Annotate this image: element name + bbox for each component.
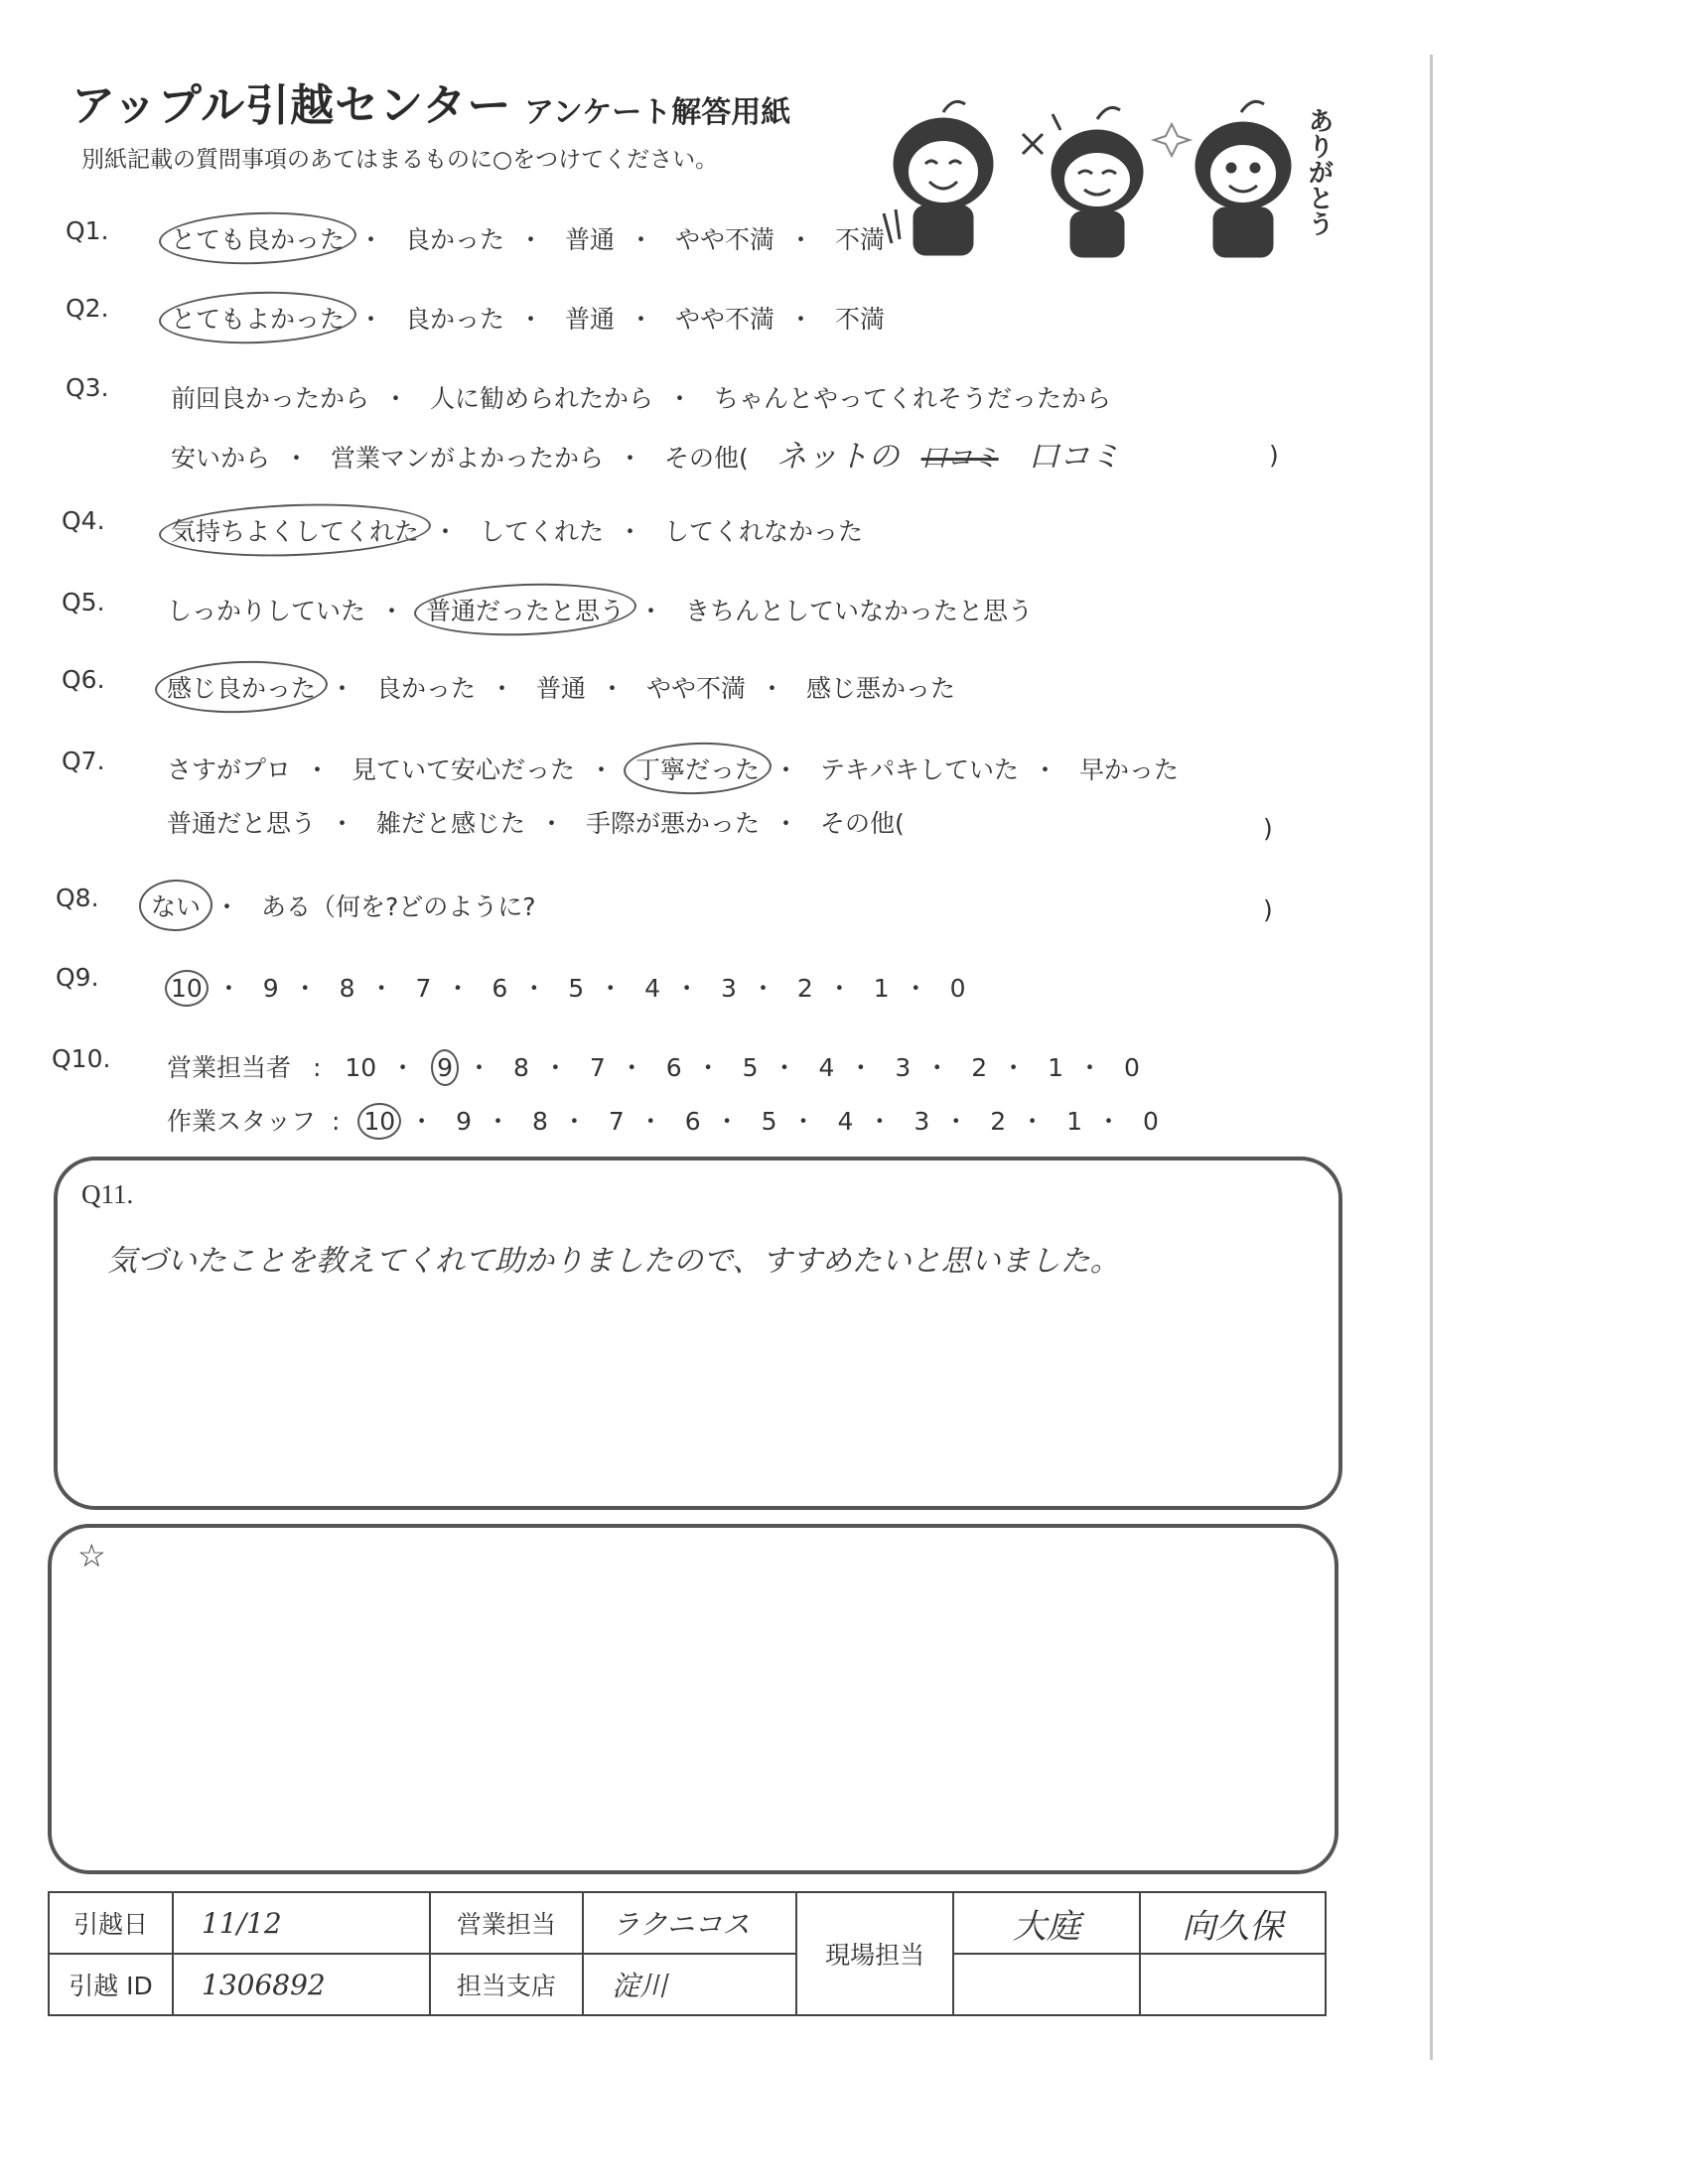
q10-sales-score[interactable]: 8 (513, 1053, 529, 1082)
q5-option-selected[interactable]: 普通だったと思う (426, 592, 625, 627)
move-id-value: 1306892 (173, 1954, 430, 2015)
sales-value: ラクニコス (583, 1892, 796, 1954)
q11-answer-text: 気づいたことを教えてくれて助かりましたので、すすめたいと思いました。 (107, 1244, 1120, 1279)
q6-option[interactable]: 良かった (375, 674, 476, 703)
q9-score[interactable]: 2 (796, 974, 813, 1003)
q2-option[interactable]: 普通 (564, 305, 615, 334)
q3-label: Q3. (66, 373, 109, 402)
q3-option[interactable]: ちゃんとやってくれそうだったから (713, 384, 1111, 413)
q7-option[interactable]: 普通だと思う (167, 809, 317, 838)
q7-option[interactable]: 手際が悪かった (585, 809, 760, 838)
brand-name: アップル引越センター (71, 80, 512, 131)
q6-option-selected[interactable]: 感じ良かった (167, 669, 316, 705)
q4-option-selected[interactable]: 気持ちよくしてくれた (171, 512, 419, 548)
q4-label: Q4. (62, 506, 105, 535)
q8-close-paren: ) (1263, 895, 1273, 924)
q2-options: とてもよかった ・ 良かった ・ 普通 ・ やや不満 ・ 不満 (171, 300, 885, 336)
monkey-mascot-icon (1023, 107, 1143, 257)
q7-options-line1: さすがプロ ・ 見ていて安心だった ・ 丁寧だった ・ テキパキしていた ・ 早かった (167, 751, 1179, 786)
q10-label: Q10. (52, 1044, 111, 1073)
q5-options: しっかりしていた ・ 普通だったと思う ・ きちんとしていなかったと思う (167, 592, 1033, 627)
move-info-table (48, 1891, 1327, 2016)
instruction-text: 別紙記載の質問事項のあてはまるものに○をつけてください。 (81, 147, 719, 173)
q3-option[interactable]: 安いから (171, 444, 271, 473)
site-staff-empty-cell (1140, 1954, 1326, 2015)
q9-score[interactable]: 7 (415, 974, 432, 1003)
q8-option[interactable]: ある（何を?どのように? (260, 892, 536, 921)
monkey-mascot-illustration (874, 94, 1334, 268)
q3-option[interactable]: 前回良かったから (171, 384, 370, 413)
site-label: 現場担当 (796, 1892, 953, 2015)
free-comment-box[interactable] (48, 1524, 1338, 1874)
q3-other-handwritten: ネットの (775, 439, 900, 475)
q9-score[interactable]: 1 (873, 974, 890, 1003)
q2-option[interactable]: 良かった (404, 305, 504, 334)
q9-score[interactable]: 9 (262, 974, 279, 1003)
thanks-text: ありがとう (1304, 107, 1334, 236)
q3-close-paren: ) (1269, 441, 1279, 470)
q7-option[interactable]: 早かった (1078, 755, 1179, 784)
q10-sales-score[interactable]: 4 (818, 1053, 835, 1082)
q2-option[interactable]: 不満 (834, 305, 885, 334)
q1-option[interactable]: やや不満 (674, 225, 774, 254)
q6-label: Q6. (62, 665, 105, 694)
q10-staff-scale: 作業スタッフ : 10 ・ 9 ・ 8 ・ 7 ・ 6 ・ 5 ・ 4 ・ 3 ・ 2 ・ 1 ・ 0 (167, 1102, 1159, 1138)
q9-score[interactable]: 0 (949, 974, 966, 1003)
q10-separator: : (331, 1107, 341, 1136)
q9-score-selected[interactable]: 10 (171, 974, 203, 1003)
q2-option[interactable]: やや不満 (674, 305, 774, 334)
q10-sales-score[interactable]: 5 (742, 1053, 759, 1082)
q10-sales-score[interactable]: 0 (1124, 1053, 1140, 1082)
q10-staff-score[interactable]: 8 (532, 1107, 548, 1136)
q5-label: Q5. (62, 588, 105, 616)
q8-option-selected[interactable]: ない (151, 887, 201, 923)
q10-staff-score[interactable]: 2 (990, 1107, 1007, 1136)
q11-comment-box[interactable] (54, 1157, 1342, 1510)
q6-option[interactable]: 感じ悪かった (805, 674, 955, 703)
q7-option[interactable]: さすがプロ (167, 755, 292, 784)
q10-staff-score[interactable]: 5 (761, 1107, 777, 1136)
q6-option[interactable]: 普通 (535, 674, 586, 703)
q2-label: Q2. (66, 294, 109, 323)
q10-separator: : (312, 1053, 322, 1082)
q9-score[interactable]: 3 (721, 974, 737, 1003)
q10-sales-score[interactable]: 7 (589, 1053, 606, 1082)
q4-options: 気持ちよくしてくれた ・ してくれた ・ してくれなかった (171, 512, 863, 548)
q1-options: とても良かった ・ 良かった ・ 普通 ・ やや不満 ・ 不満 (171, 220, 885, 256)
q3-other-final: 口コミ (1028, 439, 1121, 475)
q8-options: ない ・ ある（何を?どのように? (151, 887, 536, 923)
sales-label: 営業担当 (430, 1892, 583, 1954)
q10-sales-score[interactable]: 10 (345, 1053, 377, 1082)
q3-option[interactable]: 人に勧められたから (429, 384, 653, 413)
document-title: アンケート解答用紙 (524, 95, 791, 130)
q6-options: 感じ良かった ・ 良かった ・ 普通 ・ やや不満 ・ 感じ悪かった (167, 669, 955, 705)
q10-staff-score[interactable]: 4 (837, 1107, 854, 1136)
q9-score[interactable]: 6 (492, 974, 508, 1003)
q1-label: Q1. (66, 216, 109, 245)
move-date-value: 11/12 (173, 1892, 430, 1954)
q10-staff-score[interactable]: 9 (456, 1107, 473, 1136)
branch-label: 担当支店 (430, 1954, 583, 2015)
q11-label: Q11. (81, 1179, 134, 1209)
q10-sales-score[interactable]: 2 (971, 1053, 988, 1082)
q2-option-selected[interactable]: とてもよかった (171, 300, 345, 336)
q3-option[interactable]: 営業マンがよかったから (330, 444, 604, 473)
q10-staff-score[interactable]: 7 (608, 1107, 625, 1136)
q5-option[interactable]: きちんとしていなかったと思う (684, 597, 1033, 625)
move-id-label: 引越 ID (49, 1954, 173, 2015)
q10-staff-score[interactable]: 1 (1066, 1107, 1083, 1136)
star-label: ☆ (77, 1538, 106, 1573)
q3-option-other[interactable]: その他( (663, 444, 749, 473)
monkey-mascot-icon (884, 101, 993, 255)
q1-option[interactable]: 不満 (834, 225, 885, 254)
q10-staff-score[interactable]: 6 (684, 1107, 701, 1136)
q9-label: Q9. (56, 963, 99, 992)
q1-option-selected[interactable]: とても良かった (171, 220, 345, 256)
q10-sales-score[interactable]: 1 (1048, 1053, 1064, 1082)
q3-other-struck: 口コミ (920, 444, 999, 474)
q1-option[interactable]: 普通 (564, 225, 615, 254)
q10-sales-score[interactable]: 6 (665, 1053, 682, 1082)
q7-option-selected[interactable]: 丁寧だった (635, 751, 760, 786)
q7-option[interactable]: 見ていて安心だった (351, 755, 575, 784)
q7-option[interactable]: テキパキしていた (819, 755, 1019, 784)
q7-option-other[interactable]: その他( (819, 809, 905, 838)
q8-label: Q8. (56, 884, 99, 912)
q10-staff-score[interactable]: 0 (1143, 1107, 1159, 1136)
q9-score[interactable]: 8 (339, 974, 355, 1003)
q5-option[interactable]: しっかりしていた (167, 597, 366, 625)
q10-staff-score-selected[interactable]: 10 (363, 1107, 396, 1136)
q9-score[interactable]: 5 (568, 974, 585, 1003)
q9-scale: 10 ・ 9 ・ 8 ・ 7 ・ 6 ・ 5 ・ 4 ・ 3 ・ 2 ・ 1 ・ 0 (171, 974, 966, 1003)
q10-sales-score-selected[interactable]: 9 (437, 1053, 454, 1082)
q10-staff-score[interactable]: 3 (914, 1107, 930, 1136)
q10-sales-score[interactable]: 3 (895, 1053, 912, 1082)
q7-options-line2: 普通だと思う ・ 雑だと感じた ・ 手際が悪かった ・ その他( (167, 804, 905, 840)
q3-options-line2: 安いから ・ 営業マンがよかったから ・ その他( ネットの 口コミ 口コミ (171, 431, 1121, 476)
q3-options-line1: 前回良かったから ・ 人に勧められたから ・ ちゃんとやってくれそうだったから (171, 379, 1111, 415)
q10-sales-scale: 営業担当者 : 10 ・ 9 ・ 8 ・ 7 ・ 6 ・ 5 ・ 4 ・ 3 ・ 2 ・ 1 ・ 0 (167, 1048, 1140, 1084)
q10-sales-label: 営業担当者 (167, 1053, 292, 1082)
site-staff-1: 大庭 (953, 1892, 1139, 1954)
q7-label: Q7. (62, 747, 105, 775)
page-edge (1430, 55, 1433, 2060)
q10-staff-label: 作業スタッフ (167, 1107, 317, 1136)
q7-option[interactable]: 雑だと感じた (375, 809, 525, 838)
move-date-label: 引越日 (49, 1892, 173, 1954)
monkey-mascot-icon (1154, 101, 1291, 257)
q4-option[interactable]: してくれなかった (663, 517, 863, 546)
branch-value: 淀川 (583, 1954, 796, 2015)
site-staff-empty-cell (953, 1954, 1139, 2015)
q1-option[interactable]: 良かった (404, 225, 504, 254)
q4-option[interactable]: してくれた (479, 517, 604, 546)
q7-close-paren: ) (1263, 814, 1273, 843)
q9-score[interactable]: 4 (644, 974, 661, 1003)
q6-option[interactable]: やや不満 (645, 674, 746, 703)
site-staff-2: 向久保 (1140, 1892, 1326, 1954)
